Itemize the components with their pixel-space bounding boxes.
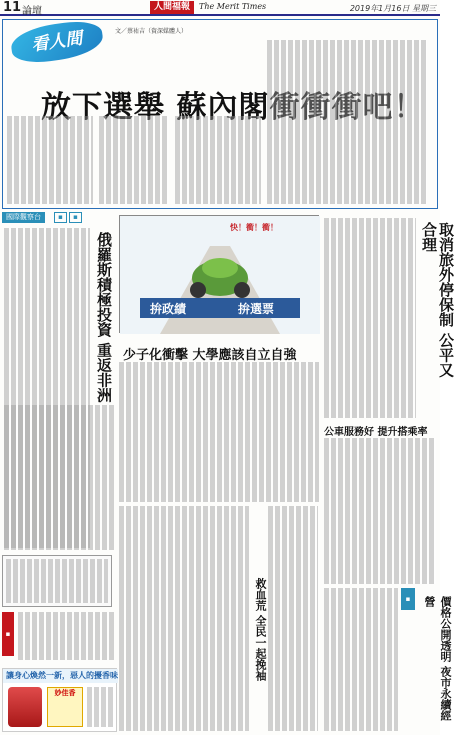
ad-text [87, 687, 115, 727]
cartoon-illustration [120, 216, 320, 334]
section-title: 論壇 [22, 6, 42, 17]
column-body-text [99, 116, 169, 204]
product-box: 妙佳香 [47, 687, 83, 727]
middle-article-headline: 少子化衝擊 大學應該自立自強 [123, 348, 297, 363]
column-body-text [7, 116, 93, 204]
column-headline: 放下選舉 蘇內閣衝衝衝吧！ [41, 90, 425, 125]
notice-text [6, 559, 108, 603]
right-bottom-body [324, 588, 398, 731]
column-body-text [175, 116, 261, 204]
left-article-headline: 俄羅斯積極投資 重返非洲 [95, 232, 113, 403]
right-mid-headline: 公車服務好 提升搭乘率 [324, 427, 428, 438]
notice-body [18, 612, 114, 660]
page-number: 11 [3, 0, 22, 15]
mid-bottom-headline: 救血荒 全民一起挽袖 [254, 578, 267, 681]
section-tag: 國際觀察台 [2, 212, 45, 223]
right-mid-body [324, 438, 436, 584]
left-article-body [4, 405, 114, 550]
middle-article-body [119, 506, 249, 731]
cartoon-caption-left: 拚政績 [150, 302, 187, 316]
editorial-cartoon [119, 215, 319, 333]
right-top-body [324, 218, 416, 418]
mid-bottom-body [268, 506, 318, 731]
subscription-notice [2, 555, 112, 607]
paper-logo: 人間福報 [150, 1, 194, 14]
column-banner [2, 19, 438, 209]
column-badge: 看人間 [9, 18, 105, 66]
cartoon-caption-right: 拚選票 [238, 302, 275, 316]
right-bottom-headline: 價格公開透明 夜市永續經營 [423, 596, 452, 721]
notice-label-icon: ▪ [2, 612, 14, 656]
paper-logo-en: The Merit Times [199, 2, 267, 11]
right-top-headline: 取消旅外停保制 公平又合理 [420, 222, 455, 378]
column-byline: 文／蔡祐吉（資深媒體人） [115, 28, 188, 35]
advertisement[interactable] [2, 668, 117, 732]
ad-title: 讓身心煥然一新，惡人的擾香味 [3, 669, 118, 683]
middle-article-body [119, 362, 319, 502]
column-body-text [267, 40, 427, 204]
issue-date: 2019年1月16日 星期三 [349, 4, 436, 13]
tag-icon: ▪ [69, 212, 82, 223]
cartoon-speech-bubble: 快！衝！衝！ [230, 223, 278, 232]
product-bottle-icon [8, 687, 42, 727]
right-bottom-tag-icon: ▪ [401, 588, 415, 610]
page-header [0, 0, 440, 16]
tag-icon: ▪ [54, 212, 67, 223]
